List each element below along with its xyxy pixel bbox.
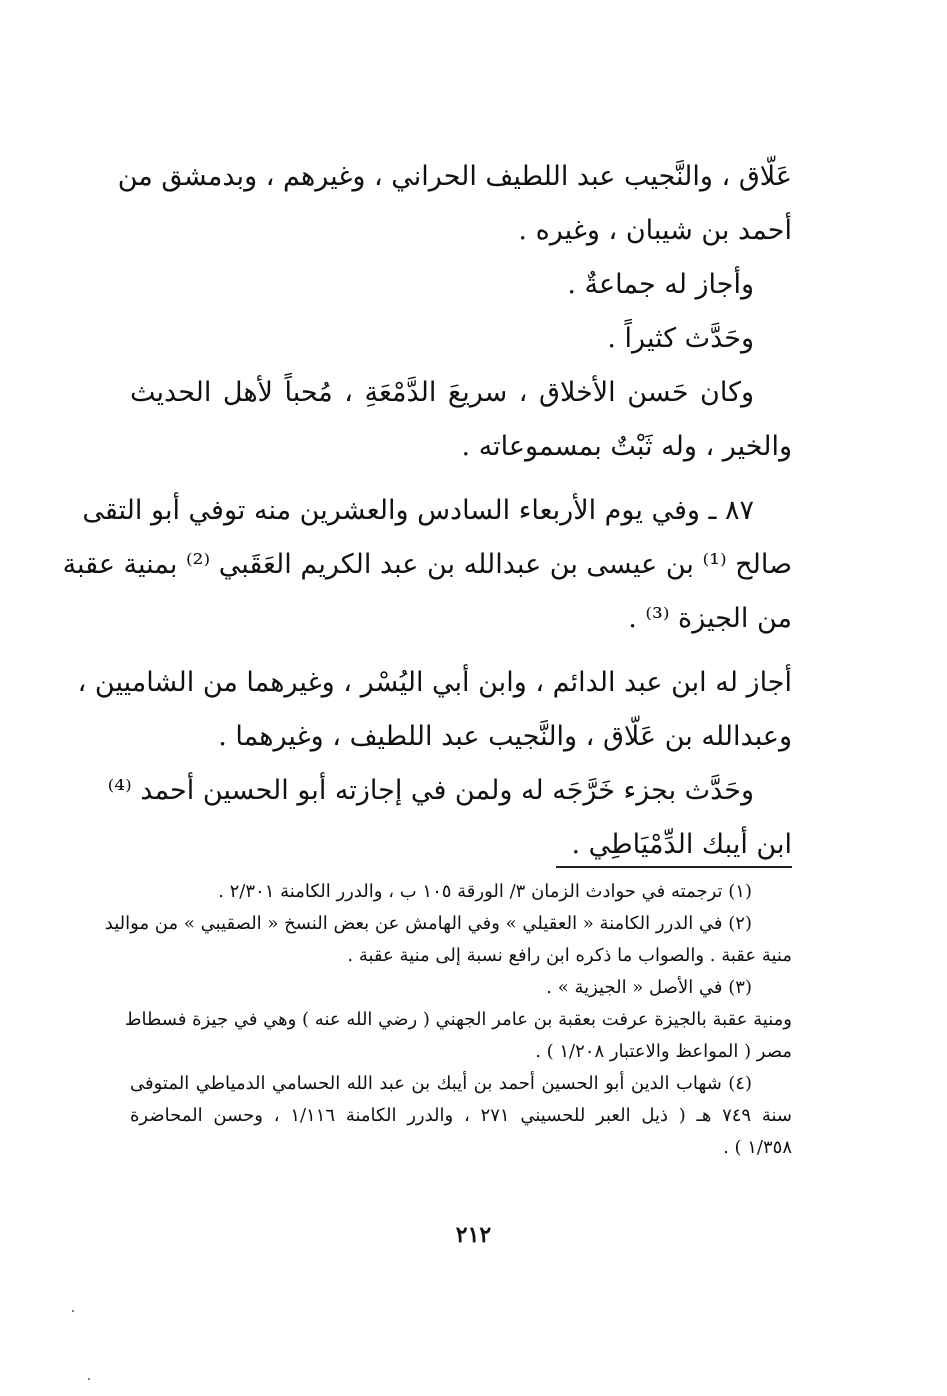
footnote-line: (١) ترجمته في حوادث الزمان ٣/ الورقة ١٠٥ ب ، والدرر الكامنة ٢/٣٠١ . [218, 881, 752, 902]
paragraph-gap [130, 646, 792, 656]
footnote-line: مصر ( المواعظ والاعتبار ١/٢٠٨ ) . [535, 1041, 792, 1062]
footnote-line: ومنية عقبة بالجيزة عرفت بعقبة بن عامر الجهني ( رضي الله عنه ) وهي في جيزة فسطاط [124, 1009, 792, 1030]
main-line: وحَدَّث كثيراً . [607, 323, 754, 354]
footnote-line: (٣) في الأصل « الجيزية » . [546, 977, 752, 998]
footnote-line: (٤) شهاب الدين أبو الحسين أحمد بن أيبك بن عبد الله الحسامي الدمياطي المتوفى [130, 1073, 752, 1094]
scan-speck [88, 1378, 90, 1380]
main-line: أجاز له ابن عبد الدائم ، وابن أبي اليُسْر ، وغيرهما من الشاميين ، [77, 667, 792, 698]
main-line: ابن أيبك الدِّمْيَاطِي . [571, 829, 792, 860]
main-line: من الجيزة ⁽³⁾ . [628, 603, 792, 634]
footnote-line: (٢) في الدرر الكامنة « العقيلي » وفي الهامش عن بعض النسخ « الصقيبي » من مواليد [104, 913, 752, 934]
main-line: أحمد بن شيبان ، وغيره . [518, 215, 792, 246]
paragraph-gap [130, 474, 792, 484]
main-line: وأجاز له جماعةٌ . [567, 269, 754, 300]
main-text [62, 150, 792, 872]
footnote-line: سنة ٧٤٩ هـ ( ذيل العبر للحسيني ٢٧١ ، والدرر الكامنة ١/١١٦ ، وحسن المحاضرة [130, 1105, 793, 1126]
page-number: ٢١٢ [455, 1222, 492, 1248]
main-line: وعبدالله بن عَلّاق ، والنَّجيب عبد اللطيف ، وغيرهما . [218, 721, 792, 752]
main-line: وحَدَّث بجزء خَرَّجَه له ولمن في إجازته أبو الحسين أحمد ⁽⁴⁾ [107, 775, 754, 806]
main-line: صالح ⁽¹⁾ بن عيسى بن عبدالله بن عبد الكريم العَقَبي ⁽²⁾ بمنية عقبة [62, 549, 792, 580]
footnote-line: منية عقبة . والصواب ما ذكره ابن رافع نسبة إلى منية عقبة . [347, 945, 792, 966]
main-line: عَلّاق ، والنَّجيب عبد اللطيف الحراني ، وغيرهم ، وبدمشق من [117, 161, 792, 192]
footnote-separator [556, 866, 792, 868]
footnotes [104, 876, 793, 1164]
scan-speck [72, 1310, 74, 1312]
footnote-line: ١/٣٥٨ ) . [723, 1137, 792, 1158]
main-line: والخير ، وله ثَبْتٌ بمسموعاته . [461, 431, 792, 462]
entry-87-heading-line: ٨٧ ـ وفي يوم الأربعاء السادس والعشرين منه توفي أبو التقى [82, 495, 754, 526]
main-line: وكان حَسن الأخلاق ، سريعَ الدَّمْعَةِ ، مُحباً لأهل الحديث [130, 377, 754, 408]
